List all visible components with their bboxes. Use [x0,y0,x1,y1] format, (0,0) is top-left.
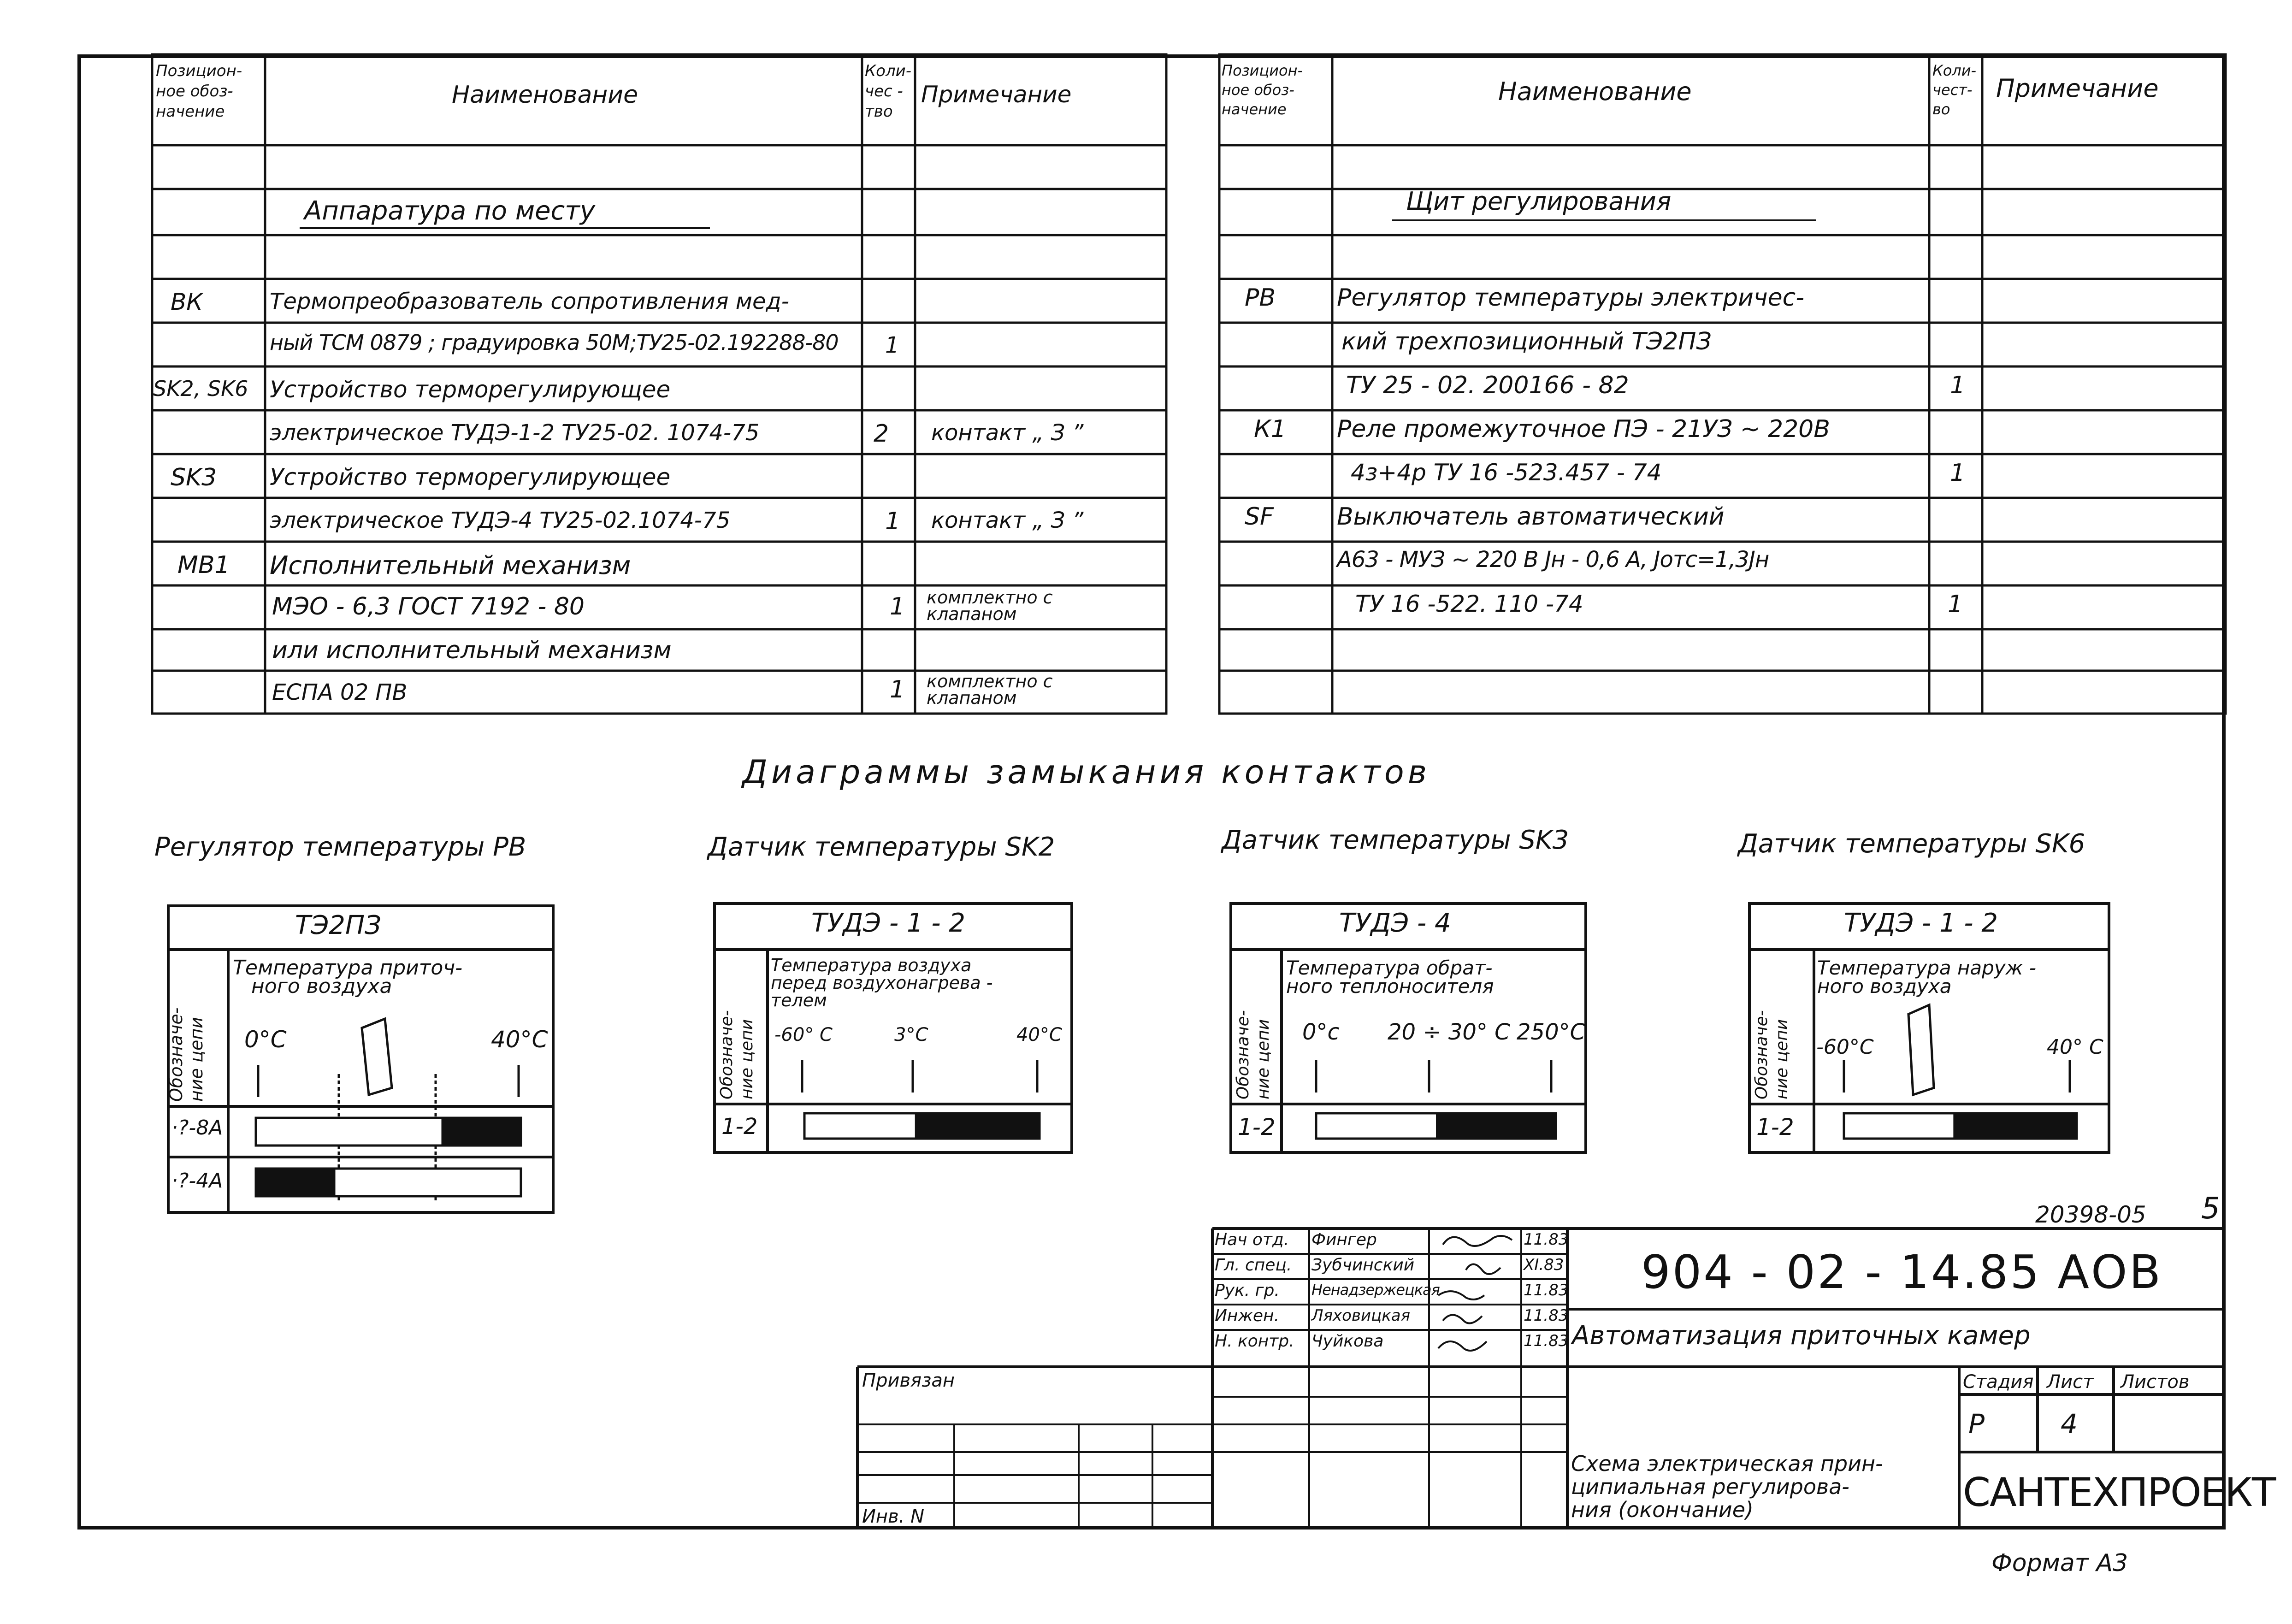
diagram-2-caption: Датчик температуры SK2 [708,832,1055,862]
sig-1-name: Фингер [1311,1230,1377,1249]
left-row-7-name: Исполнительный механизм [270,551,631,580]
left-row-6-qty: 1 [885,508,901,535]
right-row-6-name: Выключатель автоматический [1337,503,1725,531]
right-header-qty: Коли- чест- во [1932,62,1977,118]
sig-4-role: Инжен. [1215,1306,1280,1325]
diagram-3-tick-1: 20 ÷ 30° С [1388,1019,1510,1045]
diagram-1-row-1-label: ·?-8А [171,1116,223,1140]
sig-3-name: Ненадзержецкая [1311,1281,1440,1299]
sig-5-date: 11.83 [1524,1332,1569,1350]
left-row-4-note: контакт „ З ” [931,420,1084,446]
diagram-2-tick-2: 40°С [1016,1024,1062,1045]
organization-name: САНТЕХПРОЕКТ [1963,1470,2275,1516]
format-label: Формат А3 [1991,1549,2128,1577]
diagram-2-side-label: Обозначе- ние цепи [717,1010,756,1099]
right-row-7-name: А63 - МУЗ ~ 220 В Jн - 0,6 А, Jотс=1,3Jн [1337,547,1769,573]
left-row-10-name: ЕСПА 02 ПВ [272,679,408,705]
right-row-8-name: ТУ 16 -522. 110 -74 [1355,591,1583,617]
left-row-6-name: электрическое ТУДЭ-4 ТУ25-02.1074-75 [270,508,731,533]
inventory-label: Инв. N [862,1506,924,1527]
sig-1-date: 11.83 [1524,1230,1569,1249]
right-row-4-name: Реле промежуточное ПЭ - 21УЗ ~ 220В [1337,415,1830,443]
left-row-6-note: контакт „ З ” [931,508,1084,533]
left-row-7-pos: МВ1 [177,551,230,579]
diagram-3-tick-2: 250°С [1517,1019,1586,1045]
right-row-5-name: 4з+4р ТУ 16 -523.457 - 74 [1351,459,1662,486]
right-row-6-pos: SF [1245,503,1274,531]
diagram-3-header: Температура обрат- ного теплоносителя [1286,957,1494,998]
diagram-4-side-label: Обозначе- ние цепи [1752,1010,1791,1099]
left-header-qty: Коли- чес - тво [865,62,912,121]
privyazan-label: Привязан [862,1370,955,1391]
sig-1-role: Нач отд. [1215,1230,1289,1249]
sig-4-name: Ляховицкая [1311,1306,1411,1325]
sig-2-name: Зубчинский [1311,1256,1415,1275]
page-mark: 5 [2201,1192,2220,1226]
right-row-3-name: ТУ 25 - 02. 200166 - 82 [1346,372,1629,399]
right-row-2-name: кий трехпозиционный ТЭ2ПЗ [1341,328,1712,355]
diagram-1-tick-0: 0°С [244,1026,287,1053]
left-row-2-qty: 1 [885,332,899,358]
left-row-10-note: комплектно с клапаном [927,671,1053,708]
right-row-4-pos: К1 [1254,415,1287,443]
left-section-title: Аппаратура по месту [304,196,596,226]
diagram-1-row-2-label: ·?-4А [171,1169,223,1193]
left-row-4-name: электрическое ТУДЭ-1-2 ТУ25-02. 1074-75 [270,420,760,446]
left-row-5-name: Устройство терморегулирующее [270,464,671,490]
right-section-title: Щит регулирования [1406,187,1672,216]
left-row-1-pos: ВК [171,289,203,315]
diagram-2-device: ТУДЭ - 1 - 2 [811,908,966,938]
sheets-header: Листов [2121,1371,2190,1393]
sig-4-date: 11.83 [1524,1306,1569,1325]
right-row-3-qty: 1 [1950,372,1966,399]
right-row-1-pos: РВ [1245,284,1276,312]
diagram-2-tick-0: -60° С [774,1024,833,1045]
diagram-4-header: Температура наруж - ного воздуха [1817,957,2037,998]
diagram-2-row-1-label: 1-2 [721,1114,758,1140]
sheet-number: 4 [2061,1408,2078,1440]
left-row-9-name: или исполнительный механизм [272,637,672,664]
left-row-4-qty: 2 [874,420,889,448]
diagram-1-side-label: Обозначе- ние цепи [166,1007,207,1102]
diagram-4-row-1-label: 1-2 [1756,1114,1794,1140]
left-row-1-name: Термопреобразователь сопротивления мед- [270,289,790,314]
right-header-name: Наименование [1498,77,1692,106]
left-header-name: Наименование [452,81,638,109]
left-row-8-note: комплектно с клапаном [927,587,1053,624]
project-title: Автоматизация приточных камер [1572,1321,2031,1351]
right-header-note: Примечание [1996,74,2159,103]
diagram-1-header: Температура приточ- ного воздуха [233,956,463,998]
right-row-5-qty: 1 [1950,459,1966,487]
diagram-2-header: Температура воздуха перед воздухонагрева - телем [771,955,993,1010]
inventory-number: 20398-05 [2035,1201,2146,1228]
sheet-header: Лист [2047,1371,2094,1393]
left-header-pos: Позицион- ное обоз- начение [156,62,242,121]
left-row-2-name: ный ТСМ 0879 ; градуировка 50М;ТУ25-02.192288-80 [270,330,839,355]
sheet-title: Схема электрическая прин- ципиальная регулирова- ния (окончание) [1571,1451,1883,1522]
diagram-3-caption: Датчик температуры SK3 [1222,825,1569,855]
sig-2-role: Гл. спец. [1215,1256,1292,1275]
stage-header: Стадия [1963,1371,2034,1393]
left-row-10-qty: 1 [890,676,905,703]
right-row-1-name: Регулятор температуры электричес- [1337,284,1804,312]
diagram-2-tick-1: 3°С [894,1024,928,1045]
diagrams-title: Диаграммы замыкания контактов [742,753,1430,791]
diagram-4-tick-0: -60°С [1816,1035,1874,1059]
left-header-note: Примечание [921,81,1072,108]
left-row-8-qty: 1 [890,593,905,620]
sig-3-role: Рук. гр. [1215,1281,1280,1300]
diagram-3-device: ТУДЭ - 4 [1339,908,1451,938]
diagram-3-tick-0: 0°с [1302,1019,1340,1045]
sig-2-date: XI.83 [1524,1256,1564,1274]
diagram-1-tick-1: 40°С [491,1026,548,1053]
diagram-3-side-label: Обозначе- ние цепи [1234,1010,1273,1099]
document-code: 904 - 02 - 14.85 АОВ [1641,1245,2163,1299]
diagram-3-row-1-label: 1-2 [1238,1114,1276,1140]
sig-3-date: 11.83 [1524,1281,1569,1299]
stage-value: Р [1968,1408,1985,1440]
left-row-8-name: МЭО - 6,3 ГОСТ 7192 - 80 [272,593,585,620]
left-row-3-name: Устройство терморегулирующее [270,376,671,403]
left-row-3-pos: SK2, SK6 [153,376,248,401]
left-row-5-pos: SK3 [171,464,217,491]
sig-5-role: Н. контр. [1215,1332,1294,1351]
diagram-1-device: ТЭ2ПЗ [295,910,381,940]
right-row-8-qty: 1 [1948,591,1963,618]
diagram-1-caption: Регулятор температуры РВ [154,832,526,862]
diagram-4-tick-1: 40° С [2047,1035,2103,1059]
sig-5-name: Чуйкова [1311,1332,1384,1351]
diagram-4-caption: Датчик температуры SK6 [1738,829,2085,859]
right-header-pos: Позицион- ное обоз- начение [1222,62,1303,118]
diagram-4-device: ТУДЭ - 1 - 2 [1844,908,1998,938]
